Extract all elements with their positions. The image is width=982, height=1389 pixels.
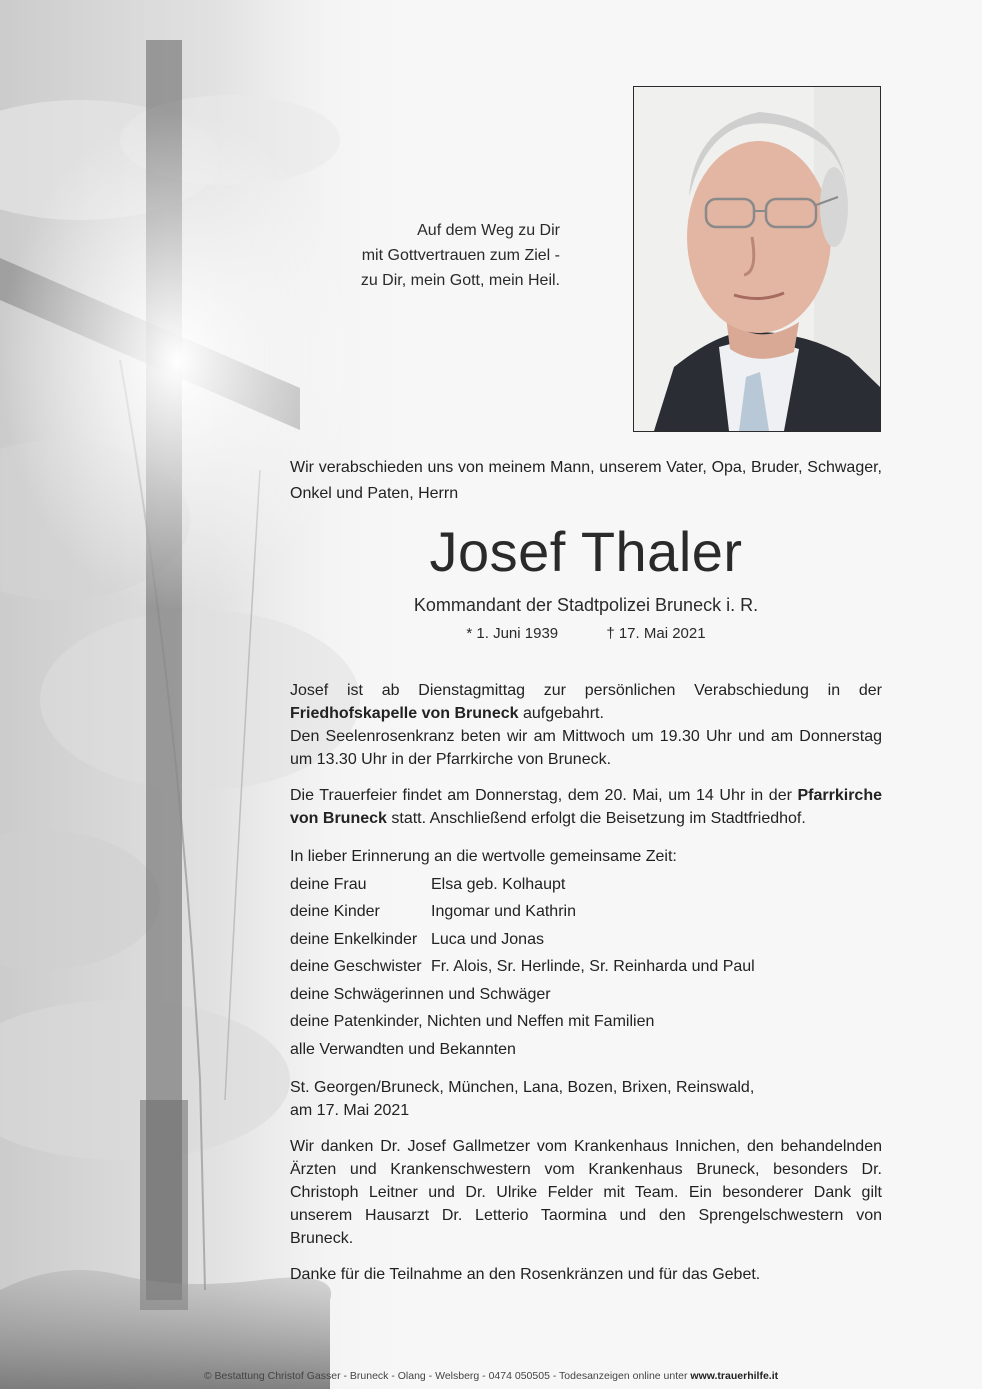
family-names: Fr. Alois, Sr. Herlinde, Sr. Reinharda und Paul	[431, 958, 755, 975]
intro-text: Wir verabschieden uns von meinem Mann, unserem Vater, Opa, Bruder, Schwager, Onkel und Paten, Herrn	[290, 459, 882, 502]
family-names: Ingomar und Kathrin	[431, 903, 576, 920]
viewing-paragraph	[290, 679, 882, 771]
family-row	[290, 898, 882, 926]
rosary-text: Den Seelenrosenkranz beten wir am Mittwoch um 19.30 Uhr und am Donnerstag um 13.30 Uhr in der Pfarrkirche von Bruneck.	[290, 728, 882, 768]
portrait-photo	[633, 86, 881, 432]
funeral-text-end: statt. Anschließend erfolgt die Beisetzung im Stadtfriedhof.	[386, 810, 806, 827]
viewing-text: Josef ist ab Dienstagmittag zur persönlichen Verabschiedung in der	[290, 682, 882, 699]
footer-credit	[0, 1370, 982, 1382]
death-date: † 17. Mai 2021	[606, 625, 706, 642]
family-intro: In lieber Erinnerung an die wertvolle gemeinsame Zeit:	[290, 848, 677, 865]
family-names: Elsa geb. Kolhaupt	[431, 875, 566, 893]
life-dates	[290, 622, 882, 646]
family-names: Luca und Jonas	[431, 930, 544, 948]
viewing-location: Friedhofskapelle von Bruneck	[290, 705, 519, 722]
family-list	[290, 843, 882, 1063]
family-line: deine Patenkinder, Nichten und Neffen mit Familien	[290, 1013, 655, 1030]
places-text: St. Georgen/Bruneck, München, Lana, Bozen, Brixen, Reinswald,	[290, 1079, 755, 1096]
thanks-paragraph: Wir danken Dr. Josef Gallmetzer vom Krankenhaus Innichen, den behandelnden Ärzten und Krankenschwestern vom Krankenhaus Bruneck, besonders Dr. Christoph Leitner und Dr. Ulrike Felder mit Team. Ein besonderer Dank gilt unserem Hausarzt Dr. Letterio Taormina und den Sprengelschwestern von Bruneck.	[290, 1138, 882, 1247]
deceased-title: Kommandant der Stadtpolizei Bruneck i. R.	[413, 595, 759, 615]
final-thanks: Danke für die Teilnahme an den Rosenkränzen und für das Gebet.	[290, 1266, 761, 1283]
notice-body	[290, 679, 882, 1286]
family-row	[290, 871, 882, 899]
family-line: deine Schwägerinnen und Schwäger	[290, 985, 551, 1003]
birth-date: * 1. Juni 1939	[466, 625, 559, 642]
family-role: deine Enkelkinder	[290, 930, 418, 948]
motto-line: mit Gottvertrauen zum Ziel -	[361, 247, 560, 264]
family-role: deine Frau	[290, 875, 367, 893]
funeral-text: Die Trauerfeier findet am Donnerstag, dem 20. Mai, um 14 Uhr in der	[290, 787, 798, 804]
family-role: deine Kinder	[290, 903, 380, 920]
footer-text: © Bestattung Christof Gasser - Bruneck - Olang - Welsberg - 0474 050505 - Todesanzeigen online unter	[203, 1370, 691, 1382]
family-role: deine Geschwister	[290, 958, 422, 975]
deceased-name: Josef Thaler	[429, 520, 743, 583]
motto-line: zu Dir, mein Gott, mein Heil.	[360, 272, 560, 289]
family-line: alle Verwandten und Bekannten	[290, 1040, 516, 1058]
portrait-image	[634, 87, 880, 431]
motto-line: Auf dem Weg zu Dir	[417, 222, 560, 239]
funeral-location: Pfarrkirche von Bruneck	[290, 787, 882, 827]
viewing-text-end: aufgebahrt.	[518, 705, 604, 722]
motto-verse	[280, 218, 560, 293]
footer-link[interactable]: www.trauerhilfe.it	[690, 1370, 779, 1382]
funeral-paragraph	[290, 784, 882, 830]
place-date: am 17. Mai 2021	[290, 1102, 410, 1119]
family-row	[290, 926, 882, 954]
family-row	[290, 953, 882, 981]
places-paragraph	[290, 1076, 882, 1122]
